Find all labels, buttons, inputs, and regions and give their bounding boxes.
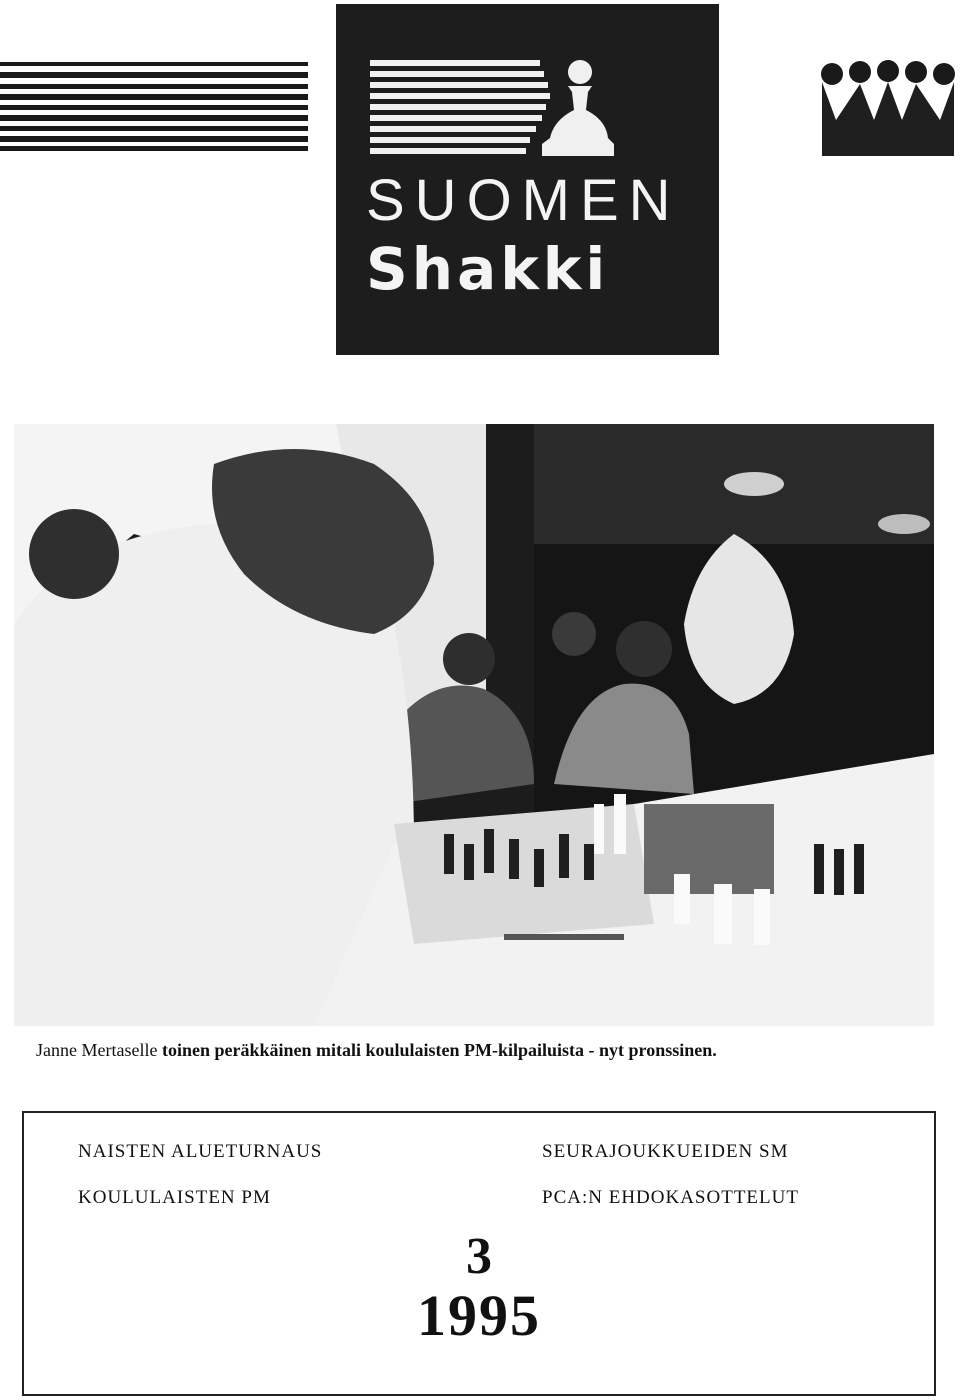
headline-naisten-alueturnaus: NAISTEN ALUETURNAUS — [78, 1141, 323, 1162]
headline-seurajoukkueiden-sm: SEURAJOUKKUEIDEN SM — [542, 1141, 789, 1162]
photo-caption — [36, 1040, 936, 1061]
headline-pca-ehdokasottelut: PCA:N EHDOKASOTTELUT — [542, 1187, 799, 1208]
horizontal-stripes-icon — [0, 62, 308, 152]
contents-box — [22, 1111, 936, 1396]
caption-lead: Janne Mertaselle — [36, 1040, 158, 1060]
pawn-icon — [370, 60, 650, 160]
cover-photo — [14, 424, 934, 1026]
masthead-subtitle: Shakki — [366, 235, 610, 303]
masthead — [336, 4, 719, 355]
caption-text: toinen peräkkäinen mitali koululaisten PM-kilpailuista - nyt pronssinen. — [161, 1040, 717, 1060]
masthead-title: SUOMEN — [366, 168, 681, 233]
headline-koululaisten-pm: KOULULAISTEN PM — [78, 1187, 271, 1208]
issue-number: 3 — [466, 1228, 492, 1285]
issue-year: 1995 — [417, 1283, 541, 1348]
chess-players-photo — [14, 424, 934, 1026]
crown-icon — [818, 60, 958, 160]
